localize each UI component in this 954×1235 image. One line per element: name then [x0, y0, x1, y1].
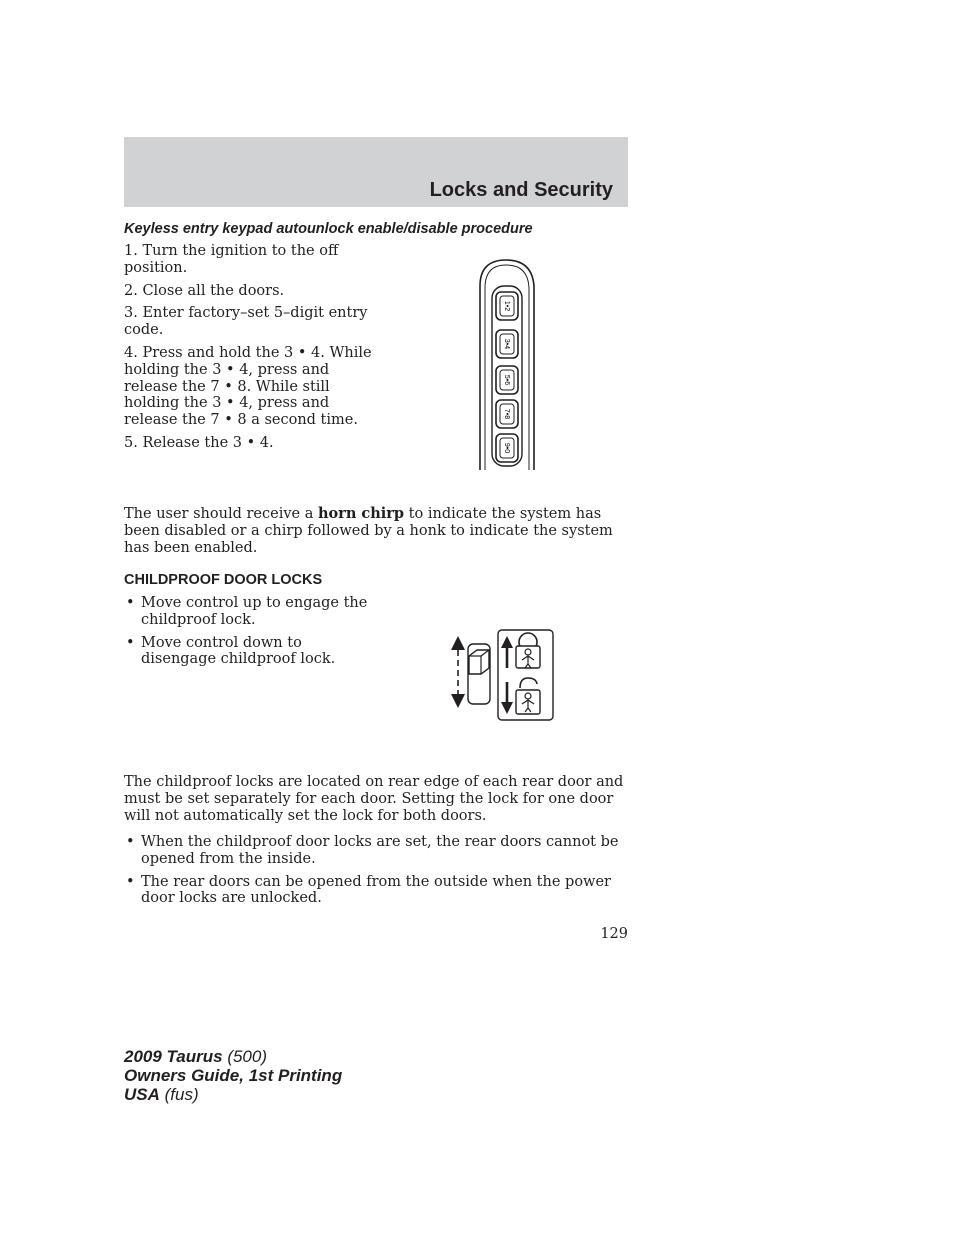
keypad-button-2-label: 3•4 [503, 338, 511, 350]
step-5: 5. Release the 3 • 4. [124, 434, 274, 451]
page-number: 129 [600, 926, 628, 942]
horn-chirp-text-before: The user should receive a [124, 506, 318, 522]
childproof-bullets [124, 595, 374, 674]
keypad-button-3-label: 5•6 [503, 374, 511, 386]
list-item-text: When the childproof door locks are set, the rear doors cannot be opened from the inside. [141, 834, 619, 867]
keypad-buttons [496, 292, 518, 462]
childproof-description: The childproof locks are located on rear edge of each rear door and must be set separately for each door. Setting the lock for one door will not automatically set the lock for both doors. [124, 774, 624, 824]
keypad-button-2 [496, 330, 518, 358]
lock-lever-icon [468, 644, 490, 704]
footer-model-code: (500) [222, 1047, 268, 1066]
list-item [124, 635, 374, 669]
child-lock-disengaged-icon [501, 678, 540, 714]
list-item [124, 874, 628, 908]
keypad-button-5 [496, 434, 518, 462]
procedure-steps [124, 243, 386, 458]
horn-chirp-paragraph [124, 506, 628, 556]
bullet-glyph: • [126, 634, 135, 651]
footer-market-code: (fus) [159, 1085, 199, 1104]
step-1: 1. Turn the ignition to the off position. [124, 243, 339, 276]
keypad-illustration [472, 256, 542, 476]
footer-model: 2009 Taurus [124, 1047, 223, 1066]
header-band [124, 137, 628, 207]
footer-market: USA [124, 1085, 160, 1104]
childproof-lock-illustration [448, 628, 558, 724]
list-item [124, 595, 374, 629]
footer-edition: Owners Guide, 1st Printing [124, 1066, 343, 1085]
step-2: 2. Close all the doors. [124, 282, 285, 299]
keypad-button-4-label: 7•8 [503, 408, 511, 420]
childproof-heading: CHILDPROOF DOOR LOCKS [124, 572, 323, 588]
keypad-subheading: Keyless entry keypad autounlock enable/disable procedure [124, 221, 533, 237]
keypad-button-5-label: 9•0 [503, 442, 511, 454]
horn-chirp-text-after: to indicate the system has been disabled or a chirp followed by a honk to indicate the system has been enabled. [124, 506, 613, 556]
keypad-button-1-label: 1•2 [503, 300, 511, 312]
list-item [124, 834, 628, 868]
footer-line-3 [124, 1085, 342, 1104]
bullet-glyph: • [126, 834, 135, 850]
list-item-text: The rear doors can be opened from the outside when the power door locks are unlocked. [141, 873, 611, 907]
child-lock-engaged-icon [501, 633, 540, 668]
bullet-glyph: • [126, 873, 135, 890]
horn-chirp-bold: horn chirp [317, 505, 405, 522]
footer-line-1 [124, 1047, 342, 1066]
childproof-notes [124, 834, 628, 913]
step-3: 3. Enter factory–set 5–digit entry code. [124, 305, 368, 339]
page-title: Locks and Security [429, 179, 613, 201]
double-arrow-icon [451, 636, 465, 708]
bullet-glyph: • [126, 595, 135, 611]
step-4: 4. Press and hold the 3 • 4. While holding the 3 • 4, press and release the 7 • 8. While still holding the 3 • 4, press and release the 7 • 8 a second time. [124, 344, 372, 429]
footer-line-2 [124, 1066, 342, 1085]
document-footer [124, 1047, 342, 1104]
keypad-button-3 [496, 366, 518, 394]
list-item-text: Move control down to disengage childproof lock. [141, 634, 336, 668]
list-item-text: Move control up to engage the childproof lock. [141, 595, 368, 628]
keypad-button-4 [496, 400, 518, 428]
keypad-button-1 [496, 292, 518, 320]
